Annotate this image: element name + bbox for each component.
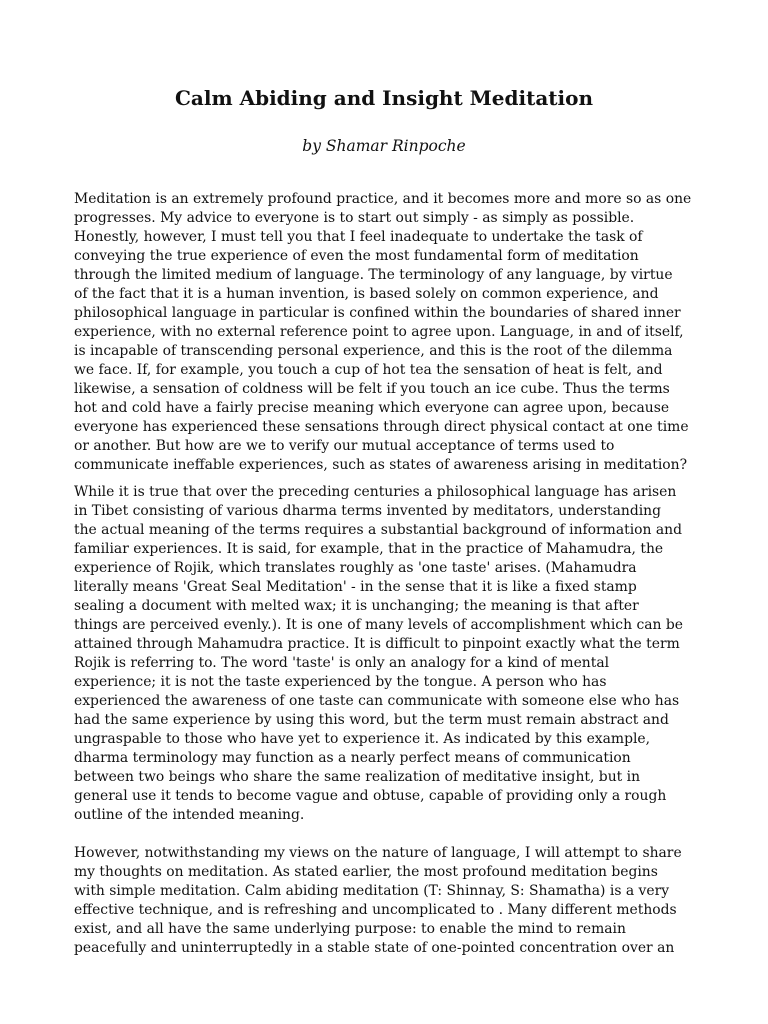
text-line: everyone has experienced these sensations through direct physical contact at one time (74, 419, 689, 435)
text-line: through the limited medium of language. The terminology of any language, by virtue (74, 267, 673, 283)
text-line: attained through Mahamudra practice. It is difficult to pinpoint exactly what the term (74, 636, 680, 652)
text-line: effective technique, and is refreshing and uncomplicated to . Many different methods (74, 902, 677, 918)
text-line: sealing a document with melted wax; it is unchanging; the meaning is that after (74, 598, 639, 614)
paragraph-1 (74, 190, 698, 475)
text-line: Rojik is referring to. The word 'taste' is only an analogy for a kind of mental (74, 655, 610, 671)
paragraph-2 (74, 483, 698, 825)
paragraph-3 (74, 844, 698, 958)
text-line: things are perceived evenly.). It is one of many levels of accomplishment which can be (74, 617, 683, 633)
text-line: conveying the true experience of even the most fundamental form of meditation (74, 248, 639, 264)
paragraph-spacer (74, 475, 698, 483)
text-line: familiar experiences. It is said, for example, that in the practice of Mahamudra, the (74, 541, 664, 557)
text-line: of the fact that it is a human invention, is based solely on common experience, and (74, 286, 659, 302)
author-byline: by Shamar Rinpoche (302, 137, 466, 155)
text-line: is incapable of transcending personal experience, and this is the root of the dilemma (74, 343, 673, 359)
text-line: had the same experience by using this word, but the term must remain abstract and (74, 712, 669, 728)
document-title: Calm Abiding and Insight Meditation (174, 86, 594, 110)
text-line: we face. If, for example, you touch a cup of hot tea the sensation of heat is felt, and (74, 362, 663, 378)
text-line: experience; it is not the taste experienced by the tongue. A person who has (74, 674, 607, 690)
text-line: However, notwithstanding my views on the nature of language, I will attempt to share (74, 845, 682, 861)
text-line: experienced the awareness of one taste can communicate with someone else who has (74, 693, 680, 709)
text-line: Honestly, however, I must tell you that I feel inadequate to undertake the task of (74, 229, 643, 245)
text-line: progresses. My advice to everyone is to start out simply - as simply as possible. (74, 210, 635, 226)
text-line: While it is true that over the preceding centuries a philosophical language has arisen (74, 484, 677, 500)
text-line: general use it tends to become vague and obtuse, capable of providing only a rough (74, 788, 667, 804)
text-line: ungraspable to those who have yet to experience it. As indicated by this example, (74, 731, 651, 747)
text-line: my thoughts on meditation. As stated earlier, the most profound meditation begins (74, 864, 658, 880)
text-line: hot and cold have a fairly precise meaning which everyone can agree upon, because (74, 400, 670, 416)
text-line: exist, and all have the same underlying purpose: to enable the mind to remain (74, 921, 626, 937)
text-line: between two beings who share the same realization of meditative insight, but in (74, 769, 641, 785)
text-line: or another. But how are we to verify our mutual acceptance of terms used to (74, 438, 615, 454)
document-body (74, 190, 698, 958)
text-line: experience, with no external reference point to agree upon. Language, in and of itself, (74, 324, 684, 340)
text-line: Meditation is an extremely profound practice, and it becomes more and more so as one (74, 191, 692, 207)
text-line: communicate ineffable experiences, such as states of awareness arising in meditation? (74, 457, 688, 473)
text-line: peacefully and uninterruptedly in a stable state of one-pointed concentration over an (74, 940, 675, 956)
text-line: with simple meditation. Calm abiding meditation (T: Shinnay, S: Shamatha) is a very (74, 883, 670, 899)
text-line: likewise, a sensation of coldness will be felt if you touch an ice cube. Thus the terms (74, 381, 670, 397)
text-line: outline of the intended meaning. (74, 807, 305, 823)
paragraph-spacer (74, 825, 698, 844)
text-line: experience of Rojik, which translates roughly as 'one taste' arises. (Mahamudra (74, 560, 637, 576)
text-line: in Tibet consisting of various dharma terms invented by meditators, understanding (74, 503, 662, 519)
text-line: dharma terminology may function as a nearly perfect means of communication (74, 750, 631, 766)
text-line: the actual meaning of the terms requires a substantial background of information and (74, 522, 683, 538)
text-line: literally means 'Great Seal Meditation' - in the sense that it is like a fixed stamp (74, 579, 637, 595)
text-line: philosophical language in particular is confined within the boundaries of shared inner (74, 305, 681, 321)
